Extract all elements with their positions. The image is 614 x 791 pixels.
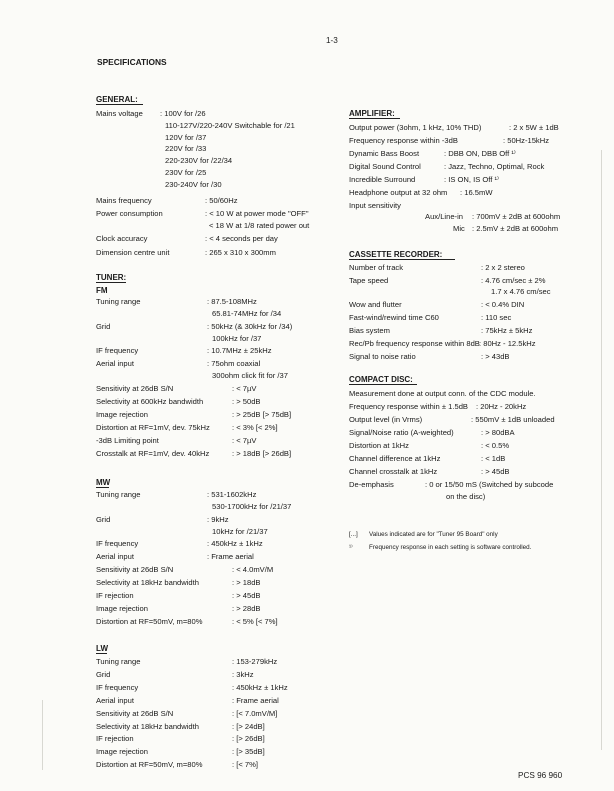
cassette-row-value: : 2 x 2 stereo xyxy=(481,263,525,272)
cd-row-value: : < 0.5% xyxy=(481,441,510,450)
fm-row-value: : > 50dB xyxy=(232,396,261,406)
cd-row-value: : 550mV ± 1dB unloaded xyxy=(471,415,555,424)
page-footer: PCS 96 960 xyxy=(518,771,563,780)
fm-row-label: Grid xyxy=(96,321,111,331)
mains-voltage-label: Mains voltage xyxy=(96,109,143,118)
amplifier-row-label: Output power (3ohm, 1 kHz, 10% THD) xyxy=(349,123,482,132)
mains-voltage-value: : 100V for /26 xyxy=(160,109,206,118)
mw-row-value: 530-1700kHz for /21/37 xyxy=(212,501,292,511)
dimension-label: Dimension centre unit xyxy=(96,248,170,257)
lw-row-value: : [> 35dB] xyxy=(232,747,265,757)
mw-row-label: Selectivity at 18kHz bandwidth xyxy=(96,578,199,588)
cassette-row-label: Rec/Pb frequency response within 8dB xyxy=(349,339,480,348)
mains-voltage-value: 230-240V for /30 xyxy=(165,179,222,189)
power-consumption-value: < 18 W at 1/8 rated power out xyxy=(209,220,310,230)
mw-row-label: IF frequency xyxy=(96,539,139,549)
cassette-row-label: Number of track xyxy=(349,263,404,272)
amplifier-row-value: : 2 x 5W ± 1dB xyxy=(509,123,559,132)
fm-row-label: Distortion at RF=1mV, dev. 75kHz xyxy=(96,422,210,432)
fm-row-value: : 10.7MHz ± 25kHz xyxy=(207,346,272,356)
lw-row-value: : 450kHz ± 1kHz xyxy=(232,682,288,692)
mw-row-value: : 9kHz xyxy=(207,514,229,524)
lw-row-label: Sensitivity at 26dB S/N xyxy=(96,708,174,718)
mw-row-value: : > 28dB xyxy=(232,603,261,613)
lw-row-label: Grid xyxy=(96,669,111,679)
mw-row-value: : 531-1602kHz xyxy=(207,490,257,499)
fm-row-value: : < 3% [< 2%] xyxy=(232,422,278,432)
fm-row-label: -3dB Limiting point xyxy=(96,435,159,445)
fm-row-label: Selectivity at 600kHz bandwidth xyxy=(96,396,204,406)
cassette-row-label: Wow and flutter xyxy=(349,300,402,309)
right-edge-rule xyxy=(601,150,602,750)
lw-row-label: Image rejection xyxy=(96,747,148,757)
cd-row-value: : 20Hz - 20kHz xyxy=(476,402,527,411)
mw-row-value: : < 4.0mV/M xyxy=(232,565,274,575)
fm-row-value: 100kHz for /37 xyxy=(212,333,262,343)
left-edge-rule xyxy=(42,700,43,770)
cassette-row-value: : 80Hz - 12.5kHz xyxy=(479,339,536,348)
fm-row-value: : 75ohm coaxial xyxy=(207,359,261,369)
cd-intro: Measurement done at output conn. of the CDC module. xyxy=(349,389,536,398)
lw-row-label: Aerial input xyxy=(96,695,134,705)
lw-row-label: Selectivity at 18kHz bandwidth xyxy=(96,721,199,731)
fm-row-value: : 50kHz (& 30kHz for /34) xyxy=(207,321,293,331)
lw-row-value: : 3kHz xyxy=(232,669,254,679)
cd-row-label: Channel difference at 1kHz xyxy=(349,454,441,463)
mw-row-label: Distortion at RF=50mV, m=80% xyxy=(96,616,203,626)
amplifier-row-label: Input sensitivity xyxy=(349,201,401,210)
power-consumption-value: : < 10 W at power mode "OFF" xyxy=(205,209,309,218)
cassette-row-label: Fast-wind/rewind time C60 xyxy=(349,313,439,322)
lw-row-label: Distortion at RF=50mV, m=80% xyxy=(96,760,203,770)
cd-heading: COMPACT DISC: xyxy=(349,375,413,384)
cassette-heading: CASSETTE RECORDER: xyxy=(349,250,443,259)
page-number: 1-3 xyxy=(326,36,338,45)
mains-frequency-value: : 50/60Hz xyxy=(205,196,238,205)
amplifier-row-value: : DBB ON, DBB Off ¹⁾ xyxy=(444,149,516,158)
mw-row-label: Image rejection xyxy=(96,603,148,613)
mains-voltage-value: 110-127V/220-240V Switchable for /21 xyxy=(165,120,295,130)
cd-row-label: Frequency response within ± 1.5dB xyxy=(349,402,468,411)
cassette-row-value: : 75kHz ± 5kHz xyxy=(481,326,533,335)
cd-row-value: : < 1dB xyxy=(481,454,506,463)
amplifier-row-value: : IS ON, IS Off ¹⁾ xyxy=(444,175,499,184)
cassette-row-value: : < 0.4% DIN xyxy=(481,300,525,309)
fm-row-label: Image rejection xyxy=(96,409,148,419)
page-title: SPECIFICATIONS xyxy=(97,57,167,67)
deemphasis-label: De-emphasis xyxy=(349,480,394,489)
cassette-row-label: Bias system xyxy=(349,326,390,335)
clock-accuracy-label: Clock accuracy xyxy=(96,234,148,243)
cd-heading-underline xyxy=(349,384,417,385)
fm-heading: FM xyxy=(96,286,108,295)
fm-row-label: Tuning range xyxy=(96,297,141,306)
general-heading-underline xyxy=(96,104,143,105)
deemphasis-value: : 0 or 15/50 mS (Switched by subcode xyxy=(425,480,554,489)
amplifier-row-value: : 16.5mW xyxy=(460,188,493,197)
mains-voltage-value: 230V for /25 xyxy=(165,168,207,177)
note-text: Values indicated are for "Tuner 95 Board" only xyxy=(369,531,498,538)
mains-voltage-value: 220-230V for /22/34 xyxy=(165,156,233,166)
lw-row-label: Tuning range xyxy=(96,657,141,666)
amplifier-row-label: Headphone output at 32 ohm xyxy=(349,188,448,197)
lw-row-value: : [> 26dB] xyxy=(232,734,265,744)
mw-row-value: : Frame aerial xyxy=(207,552,254,562)
lw-row-value: : [< 7.0mV/M] xyxy=(232,708,278,718)
cd-row-value: : > 45dB xyxy=(481,467,510,476)
tuner-heading: TUNER: xyxy=(96,273,127,282)
mw-heading-underline xyxy=(96,487,109,488)
fm-row-label: Aerial input xyxy=(96,359,134,369)
lw-row-value: : Frame aerial xyxy=(232,695,279,705)
clock-accuracy-value: : < 4 seconds per day xyxy=(205,234,278,243)
cassette-row-label: Tape speed xyxy=(349,276,389,285)
lw-row-label: IF rejection xyxy=(96,734,134,744)
fm-row-label: Crosstalk at RF=1mV, dev. 40kHz xyxy=(96,448,210,458)
mains-frequency-label: Mains frequency xyxy=(96,196,152,205)
lw-row-value: : [> 24dB] xyxy=(232,721,265,731)
mw-row-label: Sensitivity at 26dB S/N xyxy=(96,565,174,575)
cd-row-label: Distortion at 1kHz xyxy=(349,441,409,450)
lw-row-value: : [< 7%] xyxy=(232,760,258,770)
lw-heading: LW xyxy=(96,644,108,653)
mw-row-value: : > 18dB xyxy=(232,578,261,588)
mw-row-value: : > 45dB xyxy=(232,591,261,600)
cd-row-value: : > 80dBA xyxy=(481,428,515,437)
mains-voltage-value: 120V for /37 xyxy=(165,132,207,142)
cassette-row-value: : > 43dB xyxy=(481,352,510,361)
fm-row-value: : > 25dB [> 75dB] xyxy=(232,409,292,419)
mic-input-label: Mic xyxy=(453,224,465,233)
mw-heading: MW xyxy=(96,478,111,487)
cassette-row-value: : 110 sec xyxy=(481,313,512,322)
fm-row-value: 65.81-74MHz for /34 xyxy=(212,308,282,318)
fm-row-label: IF frequency xyxy=(96,346,139,356)
amplifier-row-value: : Jazz, Techno, Optimal, Rock xyxy=(444,162,545,171)
mw-row-label: Aerial input xyxy=(96,552,134,562)
cassette-heading-underline xyxy=(349,259,455,260)
mw-row-label: Tuning range xyxy=(96,490,141,499)
note-text: Frequency response in each setting is software controlled. xyxy=(369,544,532,551)
aux-input-value: : 700mV ± 2dB at 600ohm xyxy=(472,212,561,221)
cd-row-label: Output level (in Vrms) xyxy=(349,415,423,424)
amplifier-row-value: : 50Hz-15kHz xyxy=(503,136,550,145)
fm-row-value: : 87.5-108MHz xyxy=(207,297,257,306)
fm-row-value: 300ohm click fit for /37 xyxy=(212,371,288,381)
fm-row-value: : > 18dB [> 26dB] xyxy=(232,448,292,458)
mw-row-value: : 450kHz ± 1kHz xyxy=(207,539,263,549)
cassette-row-value: 1.7 x 4.76 cm/sec xyxy=(491,287,551,296)
lw-row-label: IF frequency xyxy=(96,682,139,692)
dimension-value: : 265 x 310 x 300mm xyxy=(205,248,276,257)
amplifier-row-label: Dynamic Bass Boost xyxy=(349,149,420,158)
note-mark: ¹⁾ xyxy=(349,544,353,551)
mw-row-value: 10kHz for /21/37 xyxy=(212,526,268,536)
amplifier-row-label: Incredible Surround xyxy=(349,175,416,184)
fm-row-value: : < 7µV xyxy=(232,384,257,393)
fm-row-label: Sensitivity at 26dB S/N xyxy=(96,384,174,393)
deemphasis-value-cont: on the disc) xyxy=(446,492,486,501)
cd-row-label: Signal/Noise ratio (A-weighted) xyxy=(349,428,454,437)
fm-row-value: : < 7µV xyxy=(232,435,257,445)
amplifier-row-label: Digital Sound Control xyxy=(349,162,421,171)
cassette-row-label: Signal to noise ratio xyxy=(349,352,416,361)
power-consumption-label: Power consumption xyxy=(96,209,163,218)
cd-row-label: Channel crosstalk at 1kHz xyxy=(349,467,438,476)
mw-row-value: : < 5% [< 7%] xyxy=(232,616,278,626)
general-heading: GENERAL: xyxy=(96,95,138,104)
note-mark: [...] xyxy=(349,531,358,538)
aux-input-label: Aux/Line-in xyxy=(425,212,463,221)
lw-row-value: : 153-279kHz xyxy=(232,657,278,666)
mw-row-label: Grid xyxy=(96,514,111,524)
tuner-heading-underline xyxy=(96,282,126,283)
mw-row-label: IF rejection xyxy=(96,591,134,600)
amplifier-heading: AMPLIFIER: xyxy=(349,109,395,118)
cassette-row-value: : 4.76 cm/sec ± 2% xyxy=(481,276,546,285)
mic-input-value: : 2.5mV ± 2dB at 600ohm xyxy=(472,224,559,233)
lw-heading-underline xyxy=(96,653,107,654)
mains-voltage-value: 220V for /33 xyxy=(165,144,207,154)
amplifier-row-label: Frequency response within -3dB xyxy=(349,136,458,145)
amplifier-heading-underline xyxy=(349,118,400,119)
